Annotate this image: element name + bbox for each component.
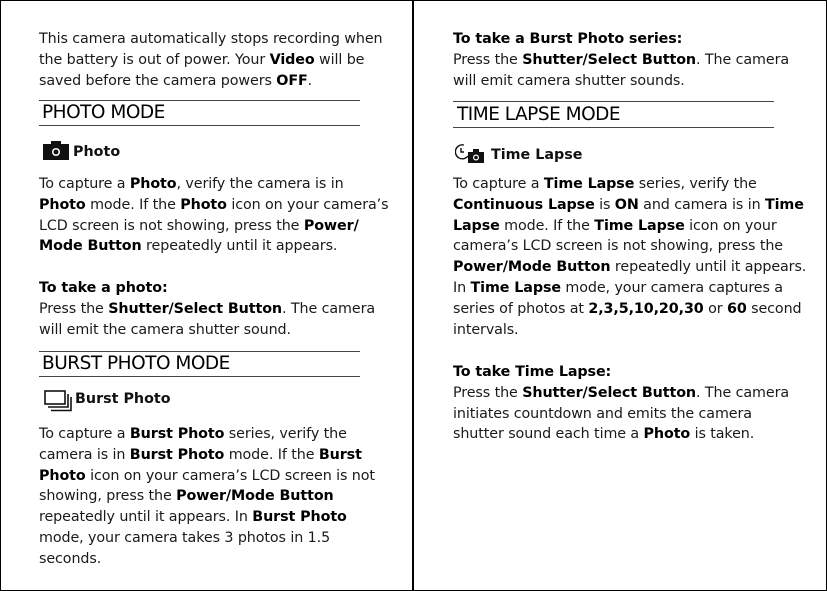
text-line: Press the Shutter/Select Button. The camera: [39, 300, 376, 317]
photo-mode-rule-top: [39, 100, 360, 101]
timelapse-mode-rule-bottom: [453, 127, 774, 128]
text-line: LCD screen is not showing, press the Power/: [39, 217, 359, 234]
text-line: repeatedly until it appears. In Burst Photo: [39, 509, 347, 526]
timelapse-mode-rule-top: [453, 101, 774, 102]
burst-mode-rule-bottom: [39, 376, 360, 377]
text-line: shutter sound each time a Photo is taken.: [453, 426, 755, 443]
text-line: camera’s LCD screen is not showing, press the: [453, 238, 784, 255]
camera-icon: [43, 141, 69, 160]
text-line: Photo mode. If the Photo icon on your camera’s: [39, 196, 389, 213]
text-line: Press the Shutter/Select Button. The camera: [453, 51, 790, 68]
text-line: Photo icon on your camera’s LCD screen is not: [39, 467, 375, 484]
text-line: Power/Mode Button repeatedly until it appears.: [453, 259, 807, 276]
take-timelapse-instructions: [453, 362, 789, 445]
text-line: Press the Shutter/Select Button. The camera: [453, 384, 790, 401]
text-line: intervals.: [453, 321, 519, 338]
burst-mode-heading: BURST PHOTO MODE: [42, 353, 230, 374]
text-line: To capture a Time Lapse series, verify the: [453, 176, 757, 192]
burst-photo-icon-label: Burst Photo: [75, 391, 171, 407]
text-line: To take Time Lapse:: [453, 364, 612, 380]
text-line: Lapse mode. If the Time Lapse icon on your: [453, 217, 777, 234]
take-burst-instructions: [453, 29, 789, 91]
intro-paragraph: [39, 29, 383, 91]
burst-mode-rule-top: [39, 351, 360, 352]
photo-mode-paragraph: [39, 174, 388, 257]
photo-mode-heading: PHOTO MODE: [42, 102, 165, 123]
text-line: Continuous Lapse is ON and camera is in Time: [453, 196, 804, 213]
text-line: initiates countdown and emits the camera: [453, 405, 752, 422]
text-line: series of photos at 2,3,5,10,20,30 or 60 second: [453, 300, 802, 317]
burst-photo-icon: [44, 390, 72, 412]
text-line: In Time Lapse mode, your camera captures a: [453, 279, 783, 296]
take-photo-instructions: [39, 278, 375, 340]
text-line: camera is in Burst Photo mode. If the Burst: [39, 446, 362, 463]
text-line: will emit camera shutter sounds.: [453, 72, 685, 89]
timelapse-icon-label: Time Lapse: [491, 147, 583, 163]
timelapse-icon: [455, 143, 485, 164]
text-line: To take a photo:: [39, 280, 168, 296]
text-line: seconds.: [39, 550, 102, 567]
text-line: To take a Burst Photo series:: [453, 31, 683, 47]
burst-mode-paragraph: [39, 424, 375, 570]
column-divider: [412, 0, 414, 591]
text-line: Mode Button repeatedly until it appears.: [39, 238, 338, 255]
text-line: the battery is out of power. Your Video will be: [39, 51, 365, 68]
text-line: To capture a Photo, verify the camera is in: [39, 176, 344, 192]
text-line: saved before the camera powers OFF.: [39, 72, 313, 89]
photo-icon-label: Photo: [73, 144, 121, 160]
timelapse-mode-heading: TIME LAPSE MODE: [457, 104, 621, 125]
text-line: This camera automatically stops recording when: [39, 31, 383, 47]
text-line: To capture a Burst Photo series, verify the: [39, 426, 347, 442]
text-line: mode, your camera takes 3 photos in 1.5: [39, 529, 331, 546]
text-line: showing, press the Power/Mode Button: [39, 488, 334, 505]
photo-mode-rule-bottom: [39, 125, 360, 126]
timelapse-mode-paragraph: [453, 174, 806, 340]
text-line: will emit the camera shutter sound.: [39, 321, 291, 338]
